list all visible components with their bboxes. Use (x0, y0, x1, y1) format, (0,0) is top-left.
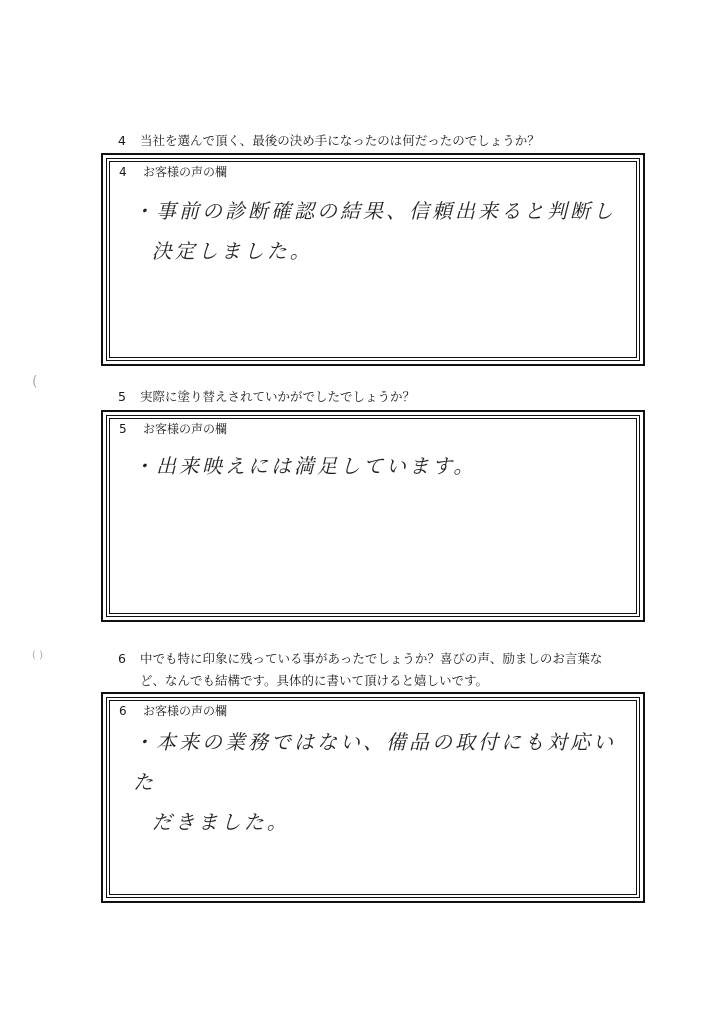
question-text: 実際に塗り替えされていかがでしたでしょうか？ (140, 389, 416, 404)
question-5 (118, 386, 415, 408)
answer-box-5 (101, 410, 645, 622)
question-number: 5 (118, 389, 126, 404)
question-text: 中でも特に印象に残っている事があったでしょうか？喜びの声、励ましのお言葉な (140, 651, 603, 666)
handwritten-answer: ・出来映えには満足しています。 (133, 454, 477, 478)
answer-box-4 (101, 153, 645, 366)
question-number: 6 (118, 651, 126, 666)
margin-mark: ( (32, 374, 38, 390)
question-6 (118, 648, 602, 692)
question-4 (118, 130, 540, 152)
question-text-continued: ど、なんでも結構です。具体的に書いて頂けると嬉しいです。 (140, 673, 489, 688)
question-number: 4 (118, 133, 126, 148)
box-label: 4 お客様の声の欄 (119, 165, 228, 179)
handwritten-answer: ・事前の診断確認の結果、信頼出来ると判断し 決定しました。 (133, 199, 616, 263)
box-label: 6 お客様の声の欄 (119, 704, 228, 718)
margin-mark: ( ) (32, 650, 43, 661)
answer-box-6 (101, 692, 645, 903)
box-label: 5 お客様の声の欄 (119, 422, 228, 436)
handwritten-answer: ・本来の業務ではない、備品の取付にも対応いた だきました。 (133, 730, 616, 834)
question-text: 当社を選んで頂く、最後の決め手になったのは何だったのでしょうか？ (140, 133, 540, 148)
